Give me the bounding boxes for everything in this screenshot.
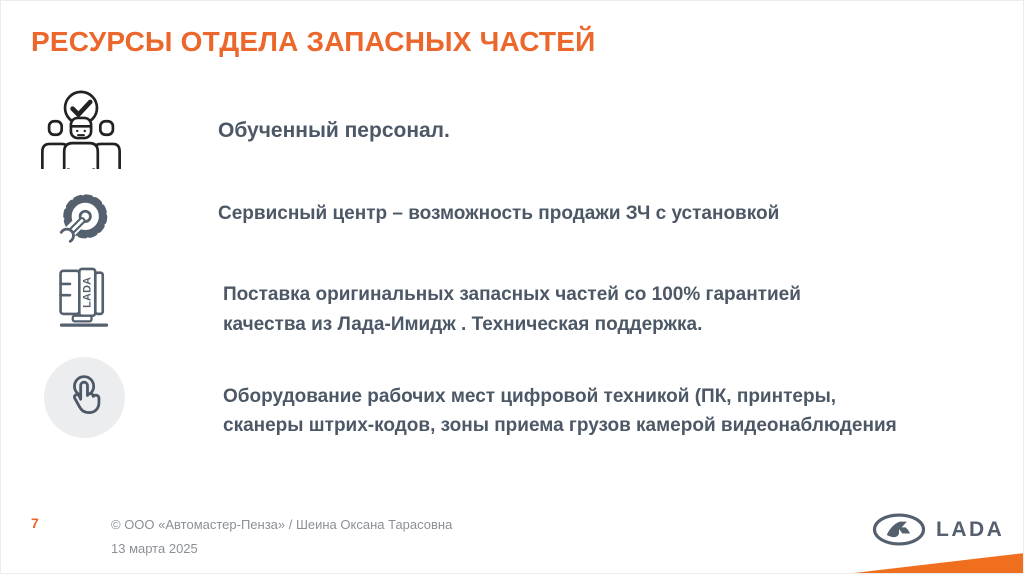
gear-wrench-icon (51, 192, 112, 252)
lada-emblem-icon (871, 511, 927, 548)
page-title: РЕСУРСЫ ОТДЕЛА ЗАПАСНЫХ ЧАСТЕЙ (31, 26, 596, 57)
corner-wedge-decoration (829, 551, 1024, 574)
team-check-icon (39, 87, 123, 169)
item-text-trained-staff: Обученный персонал. (218, 119, 450, 142)
page-number: 7 (31, 515, 39, 531)
footer-copyright: © ООО «Автомастер-Пенза» / Шеина Оксана Тарасовна (111, 517, 453, 532)
item-text-digital-equipment: Оборудование рабочих мест цифровой техникой (ПК, принтеры, сканеры штрих-кодов, зоны приема грузов камерой видеонаблюдения (223, 386, 897, 436)
footer-date: 13 марта 2025 (111, 541, 198, 556)
lada-wordmark: LADA (936, 517, 1005, 541)
lada-parts-icon (54, 265, 114, 329)
books-spine-label: LADA (81, 276, 94, 308)
touch-icon-circle (44, 357, 125, 438)
item-text-service-center: Сервисный центр – возможность продажи ЗЧ с установкой (218, 203, 780, 224)
item-text-parts-supply: Поставка оригинальных запасных частей со 100% гарантией качества из Лада-Имидж . Техническая поддержка. (223, 284, 801, 335)
lada-logo (871, 511, 1004, 548)
touch-icon (54, 367, 116, 429)
